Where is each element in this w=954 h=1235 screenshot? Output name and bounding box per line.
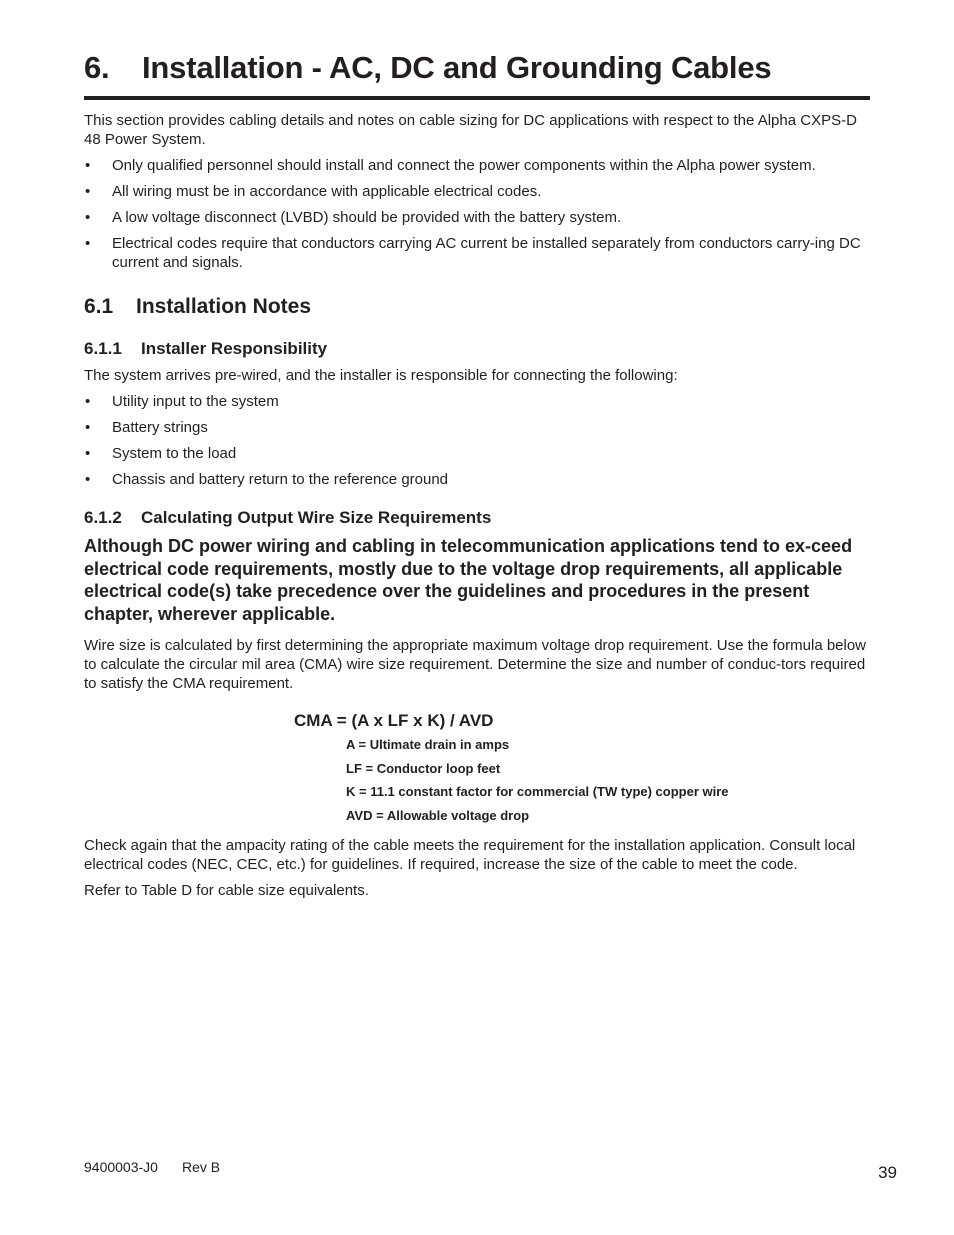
list-item: [84, 234, 870, 272]
bullet-glyph: •: [85, 471, 91, 488]
page-title: [84, 50, 771, 86]
section-number: 6.1: [84, 295, 114, 318]
section-title: Installation Notes: [136, 295, 312, 318]
section-heading-6-1: [84, 294, 870, 320]
definition-item: K = 11.1 constant factor for commercial (TW type) copper wire: [346, 784, 729, 799]
list-item: [84, 392, 870, 411]
revision-label: Rev B: [181, 1159, 221, 1175]
bullet-glyph: •: [85, 445, 91, 462]
list-item-text: Only qualified personnel should install and connect the power components within the Alpha power system.: [112, 157, 816, 174]
responsibility-list: [84, 392, 870, 489]
title-rule: [84, 96, 870, 100]
definition-item: A = Ultimate drain in amps: [346, 737, 510, 752]
responsibility-intro: The system arrives pre-wired, and the installer is responsible for connecting the following:: [84, 367, 678, 384]
bullet-glyph: •: [85, 393, 91, 410]
subsection-title: Installer Responsibility: [141, 339, 328, 358]
bullet-glyph: •: [85, 183, 91, 200]
subsection-title: Calculating Output Wire Size Requirements: [141, 508, 492, 527]
cma-formula: CMA = (A x LF x K) / AVD: [294, 711, 494, 730]
table-reference-paragraph: Refer to Table D for cable size equivalents.: [84, 881, 369, 899]
chapter-title: Installation - AC, DC and Grounding Cables: [142, 50, 772, 85]
page-content: [84, 111, 870, 900]
list-item-text: Battery strings: [112, 419, 208, 436]
formula-definitions: [346, 736, 870, 824]
list-item-text: Electrical codes require that conductors carrying AC current be installed separately from conductors carry-ing DC current and signals.: [112, 235, 861, 271]
chapter-number: 6.: [84, 50, 110, 85]
bullet-glyph: •: [85, 419, 91, 436]
list-item: [84, 182, 870, 201]
list-item-text: Utility input to the system: [112, 393, 279, 410]
definition-item: AVD = Allowable voltage drop: [346, 807, 530, 823]
definition-item: LF = Conductor loop feet: [346, 760, 501, 776]
list-item-text: System to the load: [112, 445, 237, 462]
list-item: [84, 418, 870, 437]
subsection-number: 6.1.2: [84, 508, 122, 527]
subsection-number: 6.1.1: [84, 339, 122, 358]
footer-document-id: [84, 1158, 220, 1176]
list-item: [84, 208, 870, 227]
subsection-heading-6-1-2: [84, 507, 870, 528]
intro-bullet-list: [84, 156, 870, 272]
list-item: [84, 470, 870, 489]
intro-paragraph: This section provides cabling details and notes on cable sizing for DC applications with respect to the Alpha CXPS-D 48 Power System.: [84, 112, 857, 148]
bullet-glyph: •: [85, 235, 91, 252]
wire-size-paragraph: Wire size is calculated by first determining the appropriate maximum voltage drop requirement. Use the formula below to calculate the circular mil area (CMA) wire size requirement. Determine the size and number of conduc-tors required to satisfy the CMA requirement.: [84, 637, 867, 692]
code-precedence-warning: Although DC power wiring and cabling in telecommunication applications tend to ex-ceed electrical code requirements, mostly due to the voltage drop requirements, all applicable electrical code(s) take precedence over the guidelines and procedures in the present chapter, wherever applicable.: [84, 536, 853, 624]
list-item: [84, 156, 870, 175]
bullet-glyph: •: [85, 209, 91, 226]
list-item-text: All wiring must be in accordance with applicable electrical codes.: [112, 183, 542, 200]
ampacity-check-paragraph: Check again that the ampacity rating of the cable meets the requirement for the installation application. Consult local electrical codes (NEC, CEC, etc.) for guidelines. If required, increase the size of the cable to meet the code.: [84, 836, 856, 873]
list-item-text: A low voltage disconnect (LVBD) should be provided with the battery system.: [112, 209, 622, 226]
page-number: 39: [878, 1163, 897, 1182]
document-number: 9400003-J0: [84, 1159, 158, 1175]
list-item: [84, 444, 870, 463]
list-item-text: Chassis and battery return to the reference ground: [112, 471, 449, 488]
subsection-heading-6-1-1: [84, 338, 870, 359]
bullet-glyph: •: [85, 157, 91, 174]
